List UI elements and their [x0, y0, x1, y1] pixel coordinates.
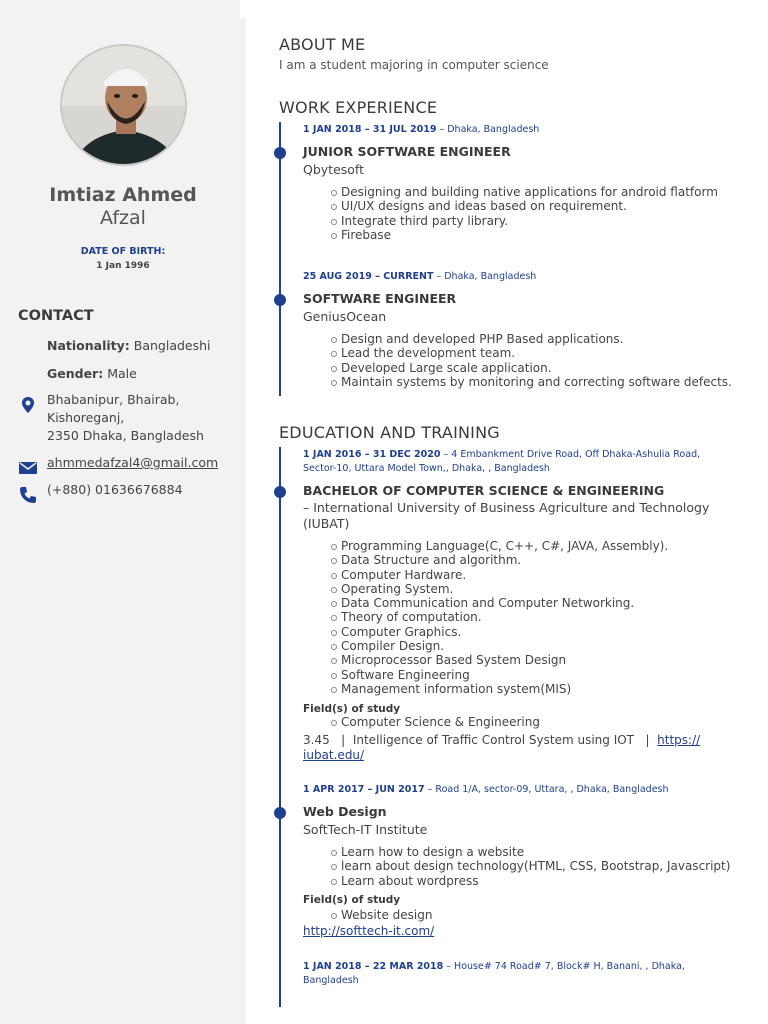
- dob-label: DATE OF BIRTH:: [80, 246, 166, 257]
- job-2-dot: [274, 294, 286, 306]
- list-item: Management information system(MIS): [341, 682, 668, 696]
- list-item: Operating System.: [341, 582, 668, 596]
- nationality-label: Nationality:: [47, 338, 130, 353]
- list-item: Website design: [341, 908, 433, 922]
- edu-2-location: – Road 1/A, sector-09, Uttara, , Dhaka, Bangladesh: [424, 784, 669, 795]
- gender-value: Male: [103, 366, 137, 381]
- edu-2-link-line: [303, 924, 723, 939]
- list-item: Designing and building native applications for android flatform: [341, 185, 718, 199]
- list-item: Firebase: [341, 228, 718, 242]
- list-item: Design and developed PHP Based applications.: [341, 332, 732, 346]
- edu-3-date-line: [303, 960, 723, 988]
- edu-1-link[interactable]: https:// iubat.edu/: [303, 733, 701, 762]
- nationality-value: Bangladeshi: [129, 338, 211, 353]
- address-line1: Bhabanipur, Bhairab,: [47, 392, 180, 407]
- list-item: Data Structure and algorithm.: [341, 553, 668, 567]
- avatar: [60, 44, 187, 166]
- edu-2-date-line: [303, 783, 723, 797]
- address-block: [47, 391, 204, 445]
- contact-title: CONTACT: [18, 308, 94, 324]
- edu-1-field-title: Field(s) of study: [303, 703, 401, 715]
- job-2-bullets: [341, 332, 732, 389]
- edu-1-location: – 4 Embankment Drive Road, Off Dhaka-Ashulia Road, Sector-10, Uttara Model Town,, Dhaka, , Bangladesh: [303, 449, 701, 474]
- edu-2-field-title: Field(s) of study: [303, 894, 401, 906]
- sidebar-edge: [240, 0, 246, 18]
- edu-2-link[interactable]: http://softtech-it.com/: [303, 924, 435, 938]
- list-item: Software Engineering: [341, 668, 668, 682]
- list-item: Computer Science & Engineering: [341, 715, 540, 729]
- job-2-date: 25 AUG 2019 – CURRENT: [303, 271, 434, 282]
- list-item: learn about design technology(HTML, CSS, Bootstrap, Javascript): [341, 859, 731, 874]
- edu-2-org: SoftTech-IT Institute: [303, 822, 428, 837]
- list-item: Programming Language(C, C++, C#, JAVA, Assembly).: [341, 539, 669, 553]
- edu-1-dot: [274, 486, 286, 498]
- edu-3-date: 1 JAN 2018 – 22 MAR 2018: [303, 961, 444, 972]
- edu-1-bullets: [341, 539, 668, 696]
- job-2-org: GeniusOcean: [303, 309, 387, 324]
- edu-1-fields: [341, 715, 540, 729]
- list-item: Data Communication and Computer Networking.: [341, 596, 668, 610]
- job-1-date-line: [303, 123, 723, 137]
- list-item: Learn about wordpress: [341, 874, 730, 888]
- edu-2-dot: [274, 807, 286, 819]
- address-line3: 2350 Dhaka, Bangladesh: [47, 428, 204, 443]
- job-1-location: – Dhaka, Bangladesh: [436, 124, 540, 135]
- email-row: [47, 454, 218, 472]
- phone-number[interactable]: (+880) 01636676884: [47, 482, 183, 497]
- list-item: Lead the development team.: [341, 346, 732, 360]
- phone-icon: [18, 485, 38, 505]
- gender-row: [47, 365, 137, 383]
- edu-3-location: – House# 74 Road# 7, Block# H, Banani, , Dhaka, Bangladesh: [303, 961, 685, 986]
- dob-value: 1 Jan 1996: [96, 261, 150, 271]
- phone-row: [47, 481, 183, 499]
- job-1-title: JUNIOR SOFTWARE ENGINEER: [303, 144, 511, 159]
- job-2-location: – Dhaka, Bangladesh: [433, 271, 537, 282]
- edu-1-date-line: [303, 448, 723, 476]
- education-title: EDUCATION AND TRAINING: [279, 423, 500, 442]
- work-timeline: [279, 122, 281, 396]
- work-title: WORK EXPERIENCE: [279, 98, 438, 117]
- edu-1-date: 1 JAN 2016 – 31 DEC 2020: [303, 449, 441, 460]
- edu-2-bullets: [341, 845, 730, 888]
- nationality-row: [47, 337, 211, 355]
- list-item: Integrate third party library.: [341, 214, 718, 228]
- job-1-dot: [274, 147, 286, 159]
- profile-last-name: Afzal: [100, 207, 146, 229]
- job-2-date-line: [303, 270, 723, 284]
- list-item: Learn how to design a website: [341, 845, 730, 859]
- edu-1-grade-line: [303, 733, 723, 763]
- edu-2-title: Web Design: [303, 804, 387, 819]
- list-item: Compiler Design.: [341, 639, 668, 653]
- job-1-org: Qbytesoft: [303, 162, 365, 177]
- edu-2-fields: [341, 908, 432, 922]
- about-title: ABOUT ME: [279, 35, 366, 54]
- list-item: Microprocessor Based System Design: [341, 653, 668, 667]
- education-timeline: [279, 447, 281, 1007]
- list-item: Maintain systems by monitoring and correcting software defects.: [341, 374, 732, 389]
- email-icon: [18, 458, 38, 478]
- address-line2: Kishoreganj,: [47, 410, 125, 425]
- about-text: I am a student majoring in computer science: [279, 58, 549, 72]
- list-item: Computer Hardware.: [341, 568, 668, 582]
- list-item: Developed Large scale application.: [341, 361, 732, 375]
- list-item: Theory of computation.: [341, 610, 668, 624]
- email-link[interactable]: ahmmedafzal4@gmail.com: [47, 455, 219, 470]
- edu-1-grade: 3.45 | Intelligence of Traffic Control System using IOT |: [303, 733, 658, 747]
- list-item: Computer Graphics.: [341, 625, 668, 639]
- edu-1-org: – International University of Business Agriculture and Technology (IUBAT): [303, 500, 710, 531]
- job-1-date: 1 JAN 2018 – 31 JUL 2019: [303, 124, 437, 135]
- list-item: UI/UX designs and ideas based on requirement.: [341, 199, 718, 213]
- job-2-title: SOFTWARE ENGINEER: [303, 291, 457, 306]
- location-pin-icon: [18, 395, 38, 415]
- profile-first-name: Imtiaz Ahmed: [49, 184, 197, 206]
- job-1-bullets: [341, 185, 718, 242]
- gender-label: Gender:: [47, 366, 104, 381]
- edu-2-date: 1 APR 2017 – JUN 2017: [303, 784, 425, 795]
- edu-1-title: BACHELOR OF COMPUTER SCIENCE & ENGINEERING: [303, 483, 665, 498]
